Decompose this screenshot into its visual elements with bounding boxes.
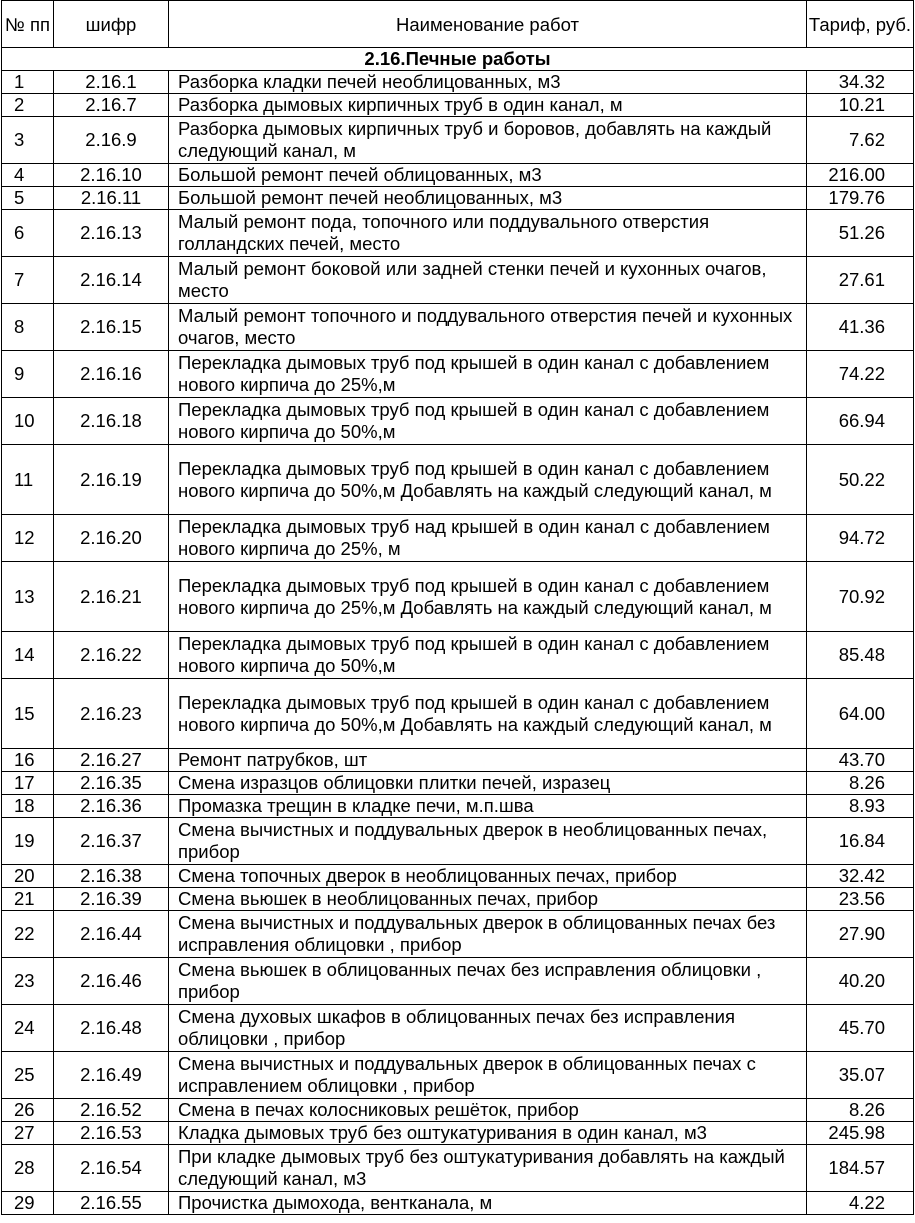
table-row bbox=[2, 632, 914, 679]
table-row bbox=[2, 1005, 914, 1052]
row-tariff: 4.22 bbox=[807, 1192, 914, 1215]
row-name: Смена вычистных и поддувальных дверок в облицованных печах без исправления облицовки , прибор bbox=[169, 911, 807, 958]
row-number: 11 bbox=[2, 445, 54, 515]
table-row bbox=[2, 749, 914, 772]
row-tariff: 184.57 bbox=[807, 1145, 914, 1192]
section-row bbox=[2, 48, 914, 71]
row-number: 9 bbox=[2, 351, 54, 398]
table-row bbox=[2, 562, 914, 632]
section-title: 2.16.Печные работы bbox=[2, 48, 914, 71]
table-row bbox=[2, 351, 914, 398]
row-number: 13 bbox=[2, 562, 54, 632]
row-name: Смена в печах колосниковых решёток, прибор bbox=[169, 1099, 807, 1122]
header-name: Наименование работ bbox=[169, 1, 807, 48]
row-number: 18 bbox=[2, 795, 54, 818]
header-tariff: Тариф, руб. bbox=[807, 1, 914, 48]
table-row bbox=[2, 1122, 914, 1145]
row-code: 2.16.55 bbox=[54, 1192, 169, 1215]
row-number: 26 bbox=[2, 1099, 54, 1122]
row-tariff: 41.36 bbox=[807, 304, 914, 351]
row-number: 10 bbox=[2, 398, 54, 445]
row-tariff: 7.62 bbox=[807, 117, 914, 164]
table-row bbox=[2, 164, 914, 187]
row-number: 7 bbox=[2, 257, 54, 304]
table-row bbox=[2, 1192, 914, 1215]
table-row bbox=[2, 818, 914, 865]
row-tariff: 245.98 bbox=[807, 1122, 914, 1145]
table-row bbox=[2, 958, 914, 1005]
row-tariff: 216.00 bbox=[807, 164, 914, 187]
row-name: Большой ремонт печей необлицованных, м3 bbox=[169, 187, 807, 210]
row-code: 2.16.7 bbox=[54, 94, 169, 117]
row-tariff: 8.26 bbox=[807, 1099, 914, 1122]
row-name: Разборка кладки печей необлицованных, м3 bbox=[169, 71, 807, 94]
row-number: 1 bbox=[2, 71, 54, 94]
row-tariff: 34.32 bbox=[807, 71, 914, 94]
row-name: Перекладка дымовых труб под крышей в один канал с добавлением нового кирпича до 50%,м Добавлять на каждый следующий канал, м bbox=[169, 679, 807, 749]
row-name: Малый ремонт пода, топочного или поддувального отверстия голландских печей, место bbox=[169, 210, 807, 257]
table-row bbox=[2, 94, 914, 117]
table-body bbox=[2, 71, 914, 1215]
row-number: 24 bbox=[2, 1005, 54, 1052]
table-row bbox=[2, 911, 914, 958]
row-tariff: 40.20 bbox=[807, 958, 914, 1005]
row-number: 25 bbox=[2, 1052, 54, 1099]
row-code: 2.16.46 bbox=[54, 958, 169, 1005]
row-name: Перекладка дымовых труб над крышей в один канал с добавлением нового кирпича до 25%, м bbox=[169, 515, 807, 562]
row-name: Разборка дымовых кирпичных труб и боровов, добавлять на каждый следующий канал, м bbox=[169, 117, 807, 164]
row-name: Перекладка дымовых труб под крышей в один канал с добавлением нового кирпича до 25%,м Добавлять на каждый следующий канал, м bbox=[169, 562, 807, 632]
row-code: 2.16.14 bbox=[54, 257, 169, 304]
row-code: 2.16.11 bbox=[54, 187, 169, 210]
row-name: Прочистка дымохода, вентканала, м bbox=[169, 1192, 807, 1215]
row-tariff: 43.70 bbox=[807, 749, 914, 772]
row-name: При кладке дымовых труб без оштукатуривания добавлять на каждый следующий канал, м3 bbox=[169, 1145, 807, 1192]
table-row bbox=[2, 679, 914, 749]
row-code: 2.16.18 bbox=[54, 398, 169, 445]
row-code: 2.16.37 bbox=[54, 818, 169, 865]
table-row bbox=[2, 888, 914, 911]
table-row bbox=[2, 1099, 914, 1122]
row-name: Малый ремонт боковой или задней стенки печей и кухонных очагов, место bbox=[169, 257, 807, 304]
row-code: 2.16.44 bbox=[54, 911, 169, 958]
row-number: 28 bbox=[2, 1145, 54, 1192]
row-number: 2 bbox=[2, 94, 54, 117]
table-row bbox=[2, 210, 914, 257]
table-row bbox=[2, 257, 914, 304]
row-name: Смена топочных дверок в необлицованных печах, прибор bbox=[169, 865, 807, 888]
row-code: 2.16.21 bbox=[54, 562, 169, 632]
row-code: 2.16.9 bbox=[54, 117, 169, 164]
row-name: Смена изразцов облицовки плитки печей, изразец bbox=[169, 772, 807, 795]
row-code: 2.16.20 bbox=[54, 515, 169, 562]
row-code: 2.16.36 bbox=[54, 795, 169, 818]
row-code: 2.16.22 bbox=[54, 632, 169, 679]
row-name: Перекладка дымовых труб под крышей в один канал с добавлением нового кирпича до 50%,м bbox=[169, 398, 807, 445]
table-row bbox=[2, 304, 914, 351]
table-row bbox=[2, 865, 914, 888]
row-name: Малый ремонт топочного и поддувального отверстия печей и кухонных очагов, место bbox=[169, 304, 807, 351]
row-tariff: 50.22 bbox=[807, 445, 914, 515]
row-number: 29 bbox=[2, 1192, 54, 1215]
row-tariff: 8.93 bbox=[807, 795, 914, 818]
row-tariff: 23.56 bbox=[807, 888, 914, 911]
row-tariff: 8.26 bbox=[807, 772, 914, 795]
table-row bbox=[2, 71, 914, 94]
header-code: шифр bbox=[54, 1, 169, 48]
row-tariff: 64.00 bbox=[807, 679, 914, 749]
row-name: Ремонт патрубков, шт bbox=[169, 749, 807, 772]
row-tariff: 51.26 bbox=[807, 210, 914, 257]
row-name: Большой ремонт печей облицованных, м3 bbox=[169, 164, 807, 187]
row-tariff: 179.76 bbox=[807, 187, 914, 210]
row-code: 2.16.52 bbox=[54, 1099, 169, 1122]
row-name: Промазка трещин в кладке печи, м.п.шва bbox=[169, 795, 807, 818]
row-code: 2.16.35 bbox=[54, 772, 169, 795]
row-code: 2.16.16 bbox=[54, 351, 169, 398]
table-row bbox=[2, 795, 914, 818]
row-code: 2.16.54 bbox=[54, 1145, 169, 1192]
row-number: 17 bbox=[2, 772, 54, 795]
row-tariff: 74.22 bbox=[807, 351, 914, 398]
row-tariff: 27.90 bbox=[807, 911, 914, 958]
row-number: 4 bbox=[2, 164, 54, 187]
row-code: 2.16.49 bbox=[54, 1052, 169, 1099]
row-tariff: 32.42 bbox=[807, 865, 914, 888]
row-code: 2.16.10 bbox=[54, 164, 169, 187]
row-code: 2.16.39 bbox=[54, 888, 169, 911]
row-number: 12 bbox=[2, 515, 54, 562]
row-name: Смена вьюшек в необлицованных печах, прибор bbox=[169, 888, 807, 911]
row-number: 21 bbox=[2, 888, 54, 911]
table-row bbox=[2, 1052, 914, 1099]
row-code: 2.16.38 bbox=[54, 865, 169, 888]
row-name: Смена вычистных и поддувальных дверок в облицованных печах с исправлением облицовки , прибор bbox=[169, 1052, 807, 1099]
row-code: 2.16.1 bbox=[54, 71, 169, 94]
row-tariff: 45.70 bbox=[807, 1005, 914, 1052]
row-number: 19 bbox=[2, 818, 54, 865]
header-no: № пп bbox=[2, 1, 54, 48]
row-number: 23 bbox=[2, 958, 54, 1005]
row-number: 22 bbox=[2, 911, 54, 958]
row-number: 15 bbox=[2, 679, 54, 749]
row-number: 27 bbox=[2, 1122, 54, 1145]
tariff-table bbox=[1, 0, 914, 1215]
row-number: 16 bbox=[2, 749, 54, 772]
row-number: 8 bbox=[2, 304, 54, 351]
table-row bbox=[2, 187, 914, 210]
row-number: 3 bbox=[2, 117, 54, 164]
table-row bbox=[2, 117, 914, 164]
row-code: 2.16.27 bbox=[54, 749, 169, 772]
row-tariff: 94.72 bbox=[807, 515, 914, 562]
row-tariff: 85.48 bbox=[807, 632, 914, 679]
row-number: 6 bbox=[2, 210, 54, 257]
row-tariff: 70.92 bbox=[807, 562, 914, 632]
table-row bbox=[2, 1145, 914, 1192]
header-row bbox=[2, 1, 914, 48]
row-tariff: 16.84 bbox=[807, 818, 914, 865]
row-name: Перекладка дымовых труб под крышей в один канал с добавлением нового кирпича до 50%,м bbox=[169, 632, 807, 679]
table-row bbox=[2, 445, 914, 515]
row-code: 2.16.48 bbox=[54, 1005, 169, 1052]
row-code: 2.16.53 bbox=[54, 1122, 169, 1145]
row-tariff: 35.07 bbox=[807, 1052, 914, 1099]
row-tariff: 27.61 bbox=[807, 257, 914, 304]
row-name: Разборка дымовых кирпичных труб в один канал, м bbox=[169, 94, 807, 117]
row-name: Перекладка дымовых труб под крышей в один канал с добавлением нового кирпича до 50%,м Добавлять на каждый следующий канал, м bbox=[169, 445, 807, 515]
row-name: Смена вычистных и поддувальных дверок в необлицованных печах, прибор bbox=[169, 818, 807, 865]
row-name: Перекладка дымовых труб под крышей в один канал с добавлением нового кирпича до 25%,м bbox=[169, 351, 807, 398]
row-code: 2.16.15 bbox=[54, 304, 169, 351]
row-code: 2.16.19 bbox=[54, 445, 169, 515]
row-tariff: 66.94 bbox=[807, 398, 914, 445]
row-code: 2.16.23 bbox=[54, 679, 169, 749]
row-name: Смена вьюшек в облицованных печах без исправления облицовки , прибор bbox=[169, 958, 807, 1005]
row-number: 20 bbox=[2, 865, 54, 888]
row-number: 5 bbox=[2, 187, 54, 210]
table-row bbox=[2, 515, 914, 562]
row-code: 2.16.13 bbox=[54, 210, 169, 257]
row-number: 14 bbox=[2, 632, 54, 679]
table-row bbox=[2, 772, 914, 795]
row-name: Кладка дымовых труб без оштукатуривания в один канал, м3 bbox=[169, 1122, 807, 1145]
table-row bbox=[2, 398, 914, 445]
row-tariff: 10.21 bbox=[807, 94, 914, 117]
row-name: Смена духовых шкафов в облицованных печах без исправления облицовки , прибор bbox=[169, 1005, 807, 1052]
